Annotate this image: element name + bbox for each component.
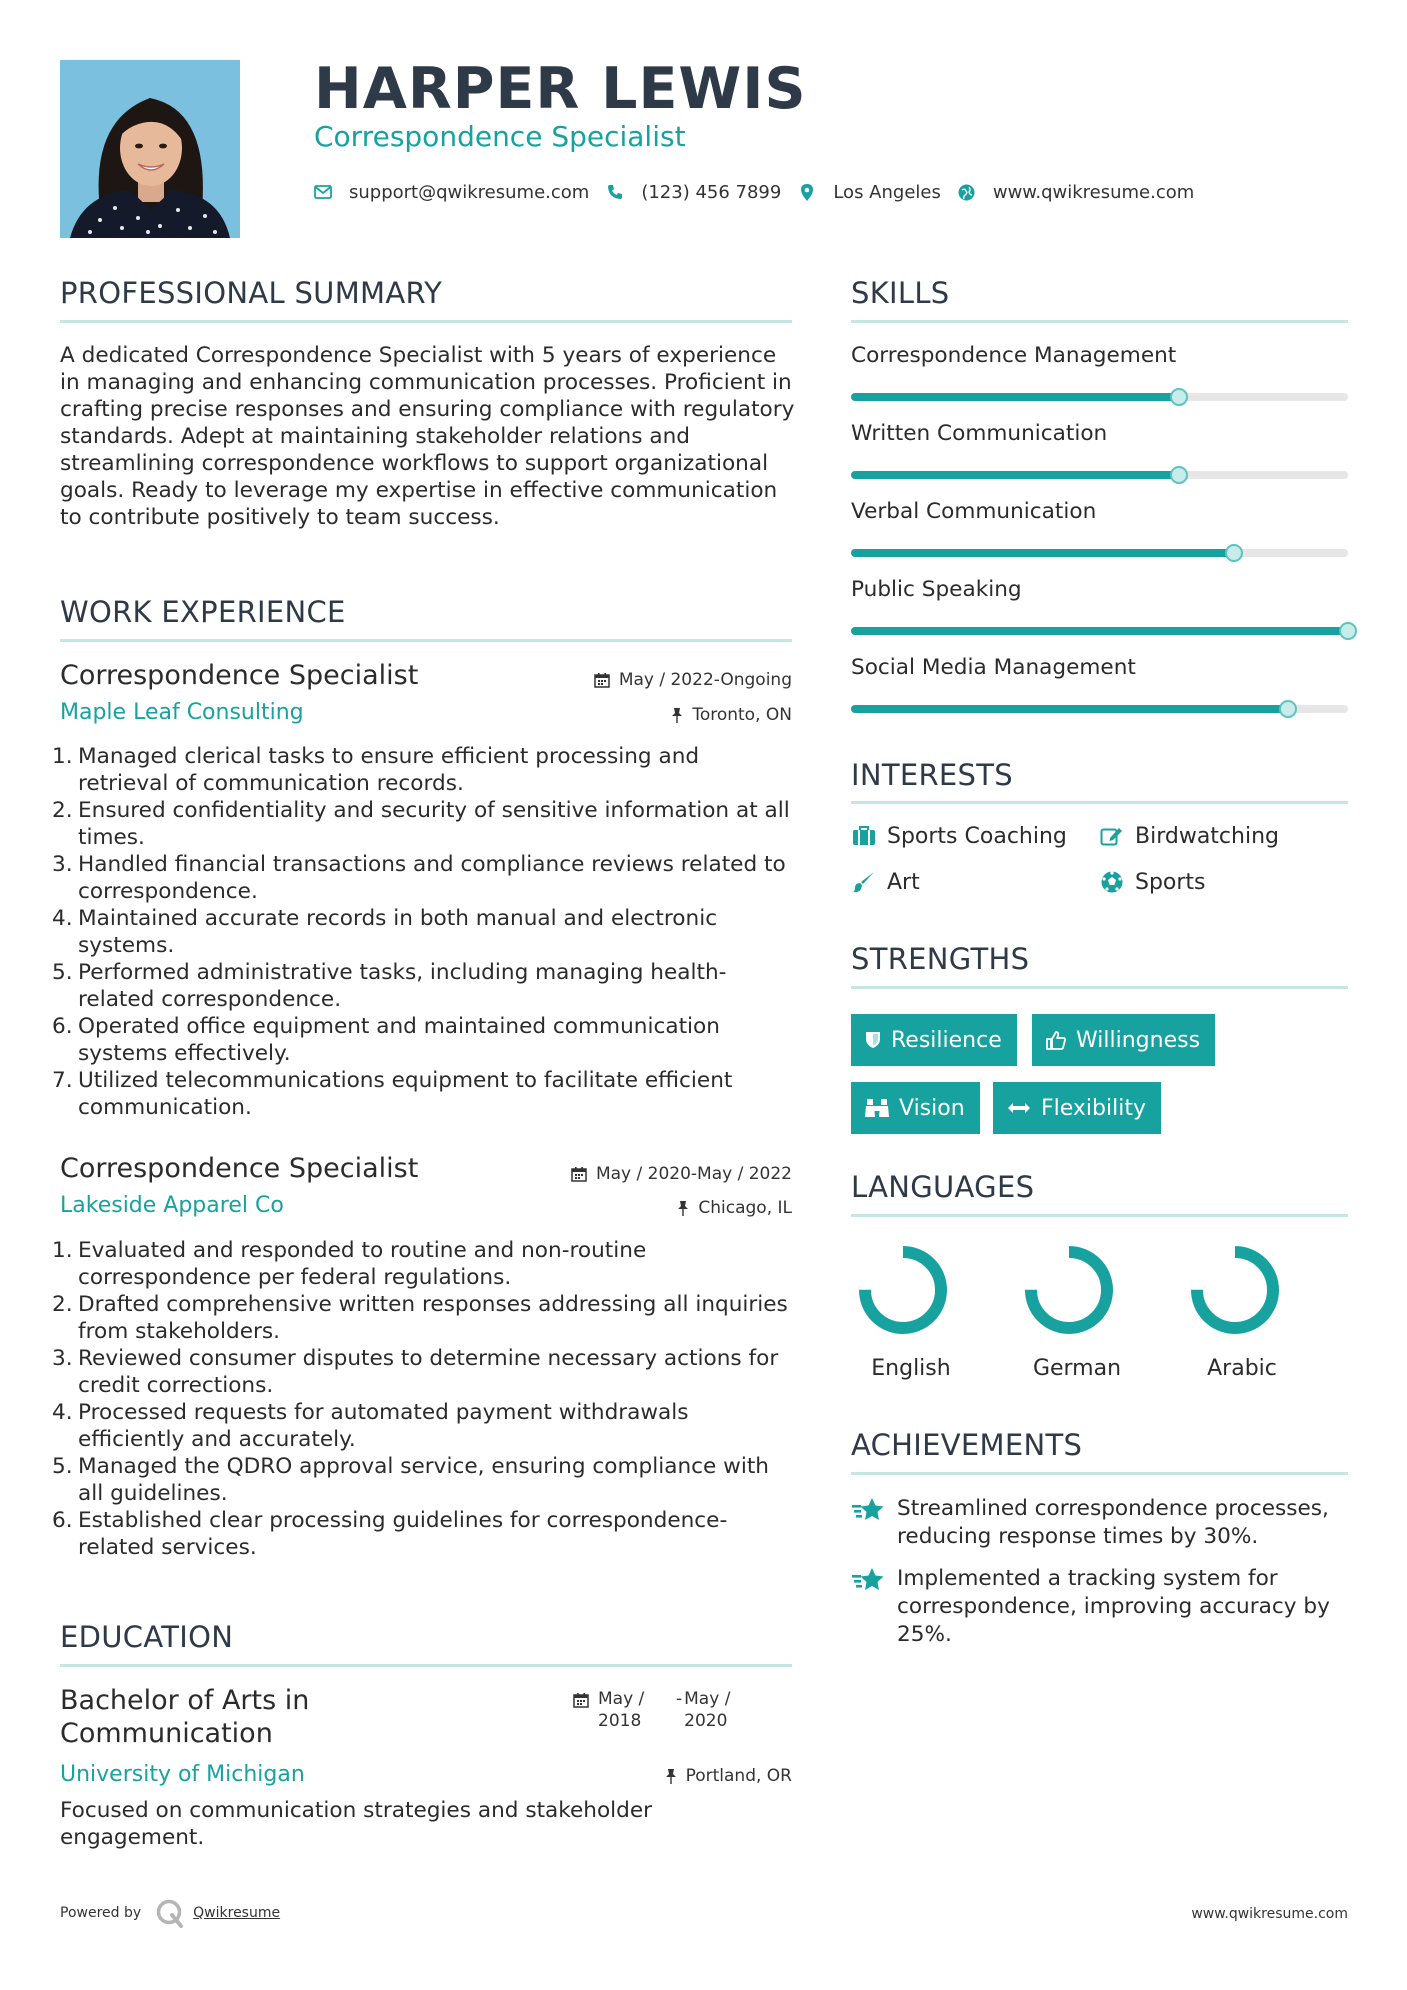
skill-name: Public Speaking <box>851 577 1022 602</box>
job-company: Maple Leaf Consulting <box>60 700 304 725</box>
list-item: 6. Established clear processing guidelines for correspondence-related services. <box>52 1508 728 1560</box>
job-location <box>677 1198 792 1218</box>
skill-bar-knob <box>1225 544 1243 562</box>
strength-tag <box>1032 1014 1215 1066</box>
interest-item <box>1099 823 1279 849</box>
arrows-horizontal-icon <box>1007 1101 1031 1115</box>
strength-tag <box>993 1082 1161 1134</box>
languages-divider <box>851 1214 1348 1217</box>
powered-by <box>60 1898 280 1928</box>
footer-website-link[interactable]: www.qwikresume.com <box>1191 1906 1348 1922</box>
contact-location-text: Los Angeles <box>833 181 941 203</box>
interests-divider <box>851 801 1348 804</box>
skill-bar-fill <box>851 549 1234 557</box>
interest-item <box>851 869 920 895</box>
globe-icon <box>958 183 976 201</box>
strength-tag <box>851 1082 980 1134</box>
experience-divider <box>60 639 792 642</box>
summary-heading: PROFESSIONAL SUMMARY <box>60 276 443 310</box>
skill-bar-knob <box>1339 622 1357 640</box>
job-location <box>671 705 792 725</box>
date-separator: - <box>676 1689 683 1709</box>
education-location <box>665 1766 792 1786</box>
powered-by-label: Powered by <box>60 1905 142 1921</box>
job-date <box>571 1164 792 1184</box>
list-item: 1. Managed clerical tasks to ensure efficient processing and retrieval of communication records. <box>52 744 700 796</box>
thumbs-up-icon <box>1046 1030 1066 1050</box>
list-item: 7. Utilized telecommunications equipment to facilitate efficient communication. <box>52 1068 733 1120</box>
language-gauge <box>1009 1240 1129 1340</box>
language-progress-ring <box>1019 1240 1119 1340</box>
calendar-icon <box>594 672 610 688</box>
interest-label: Sports <box>1135 869 1206 895</box>
pushpin-icon <box>671 707 683 723</box>
star-speed-icon <box>851 1495 885 1551</box>
job-duties-list <box>50 1237 795 1561</box>
education-start: May / 2018 <box>598 1689 645 1731</box>
interest-label: Art <box>887 869 920 895</box>
list-item: 2. Ensured confidentiality and security of sensitive information at all times. <box>52 798 790 850</box>
list-item: 3. Reviewed consumer disputes to determine necessary actions for credit corrections. <box>52 1346 779 1398</box>
interest-label: Birdwatching <box>1135 823 1279 849</box>
interest-item <box>851 823 1067 849</box>
skill-name: Social Media Management <box>851 655 1136 680</box>
list-item: 4. Processed requests for automated payment withdrawals efficiently and accurately. <box>52 1400 689 1452</box>
skill-bar-knob <box>1170 388 1188 406</box>
education-description: Focused on communication strategies and stakeholder engagement. <box>60 1798 653 1850</box>
education-location-text: Portland, OR <box>685 1766 792 1786</box>
language-progress-ring <box>1185 1240 1285 1340</box>
list-item: 5. Managed the QDRO approval service, ensuring compliance with all guidelines. <box>52 1454 769 1506</box>
achievement-item <box>851 1565 1361 1649</box>
job-duties-list <box>50 743 795 1121</box>
strength-tag <box>851 1014 1017 1066</box>
job-date-text: May / 2020-May / 2022 <box>595 1164 792 1184</box>
soccer-ball-icon <box>1099 869 1125 895</box>
education-divider <box>60 1664 792 1667</box>
contact-email-text: support@qwikresume.com <box>349 181 590 203</box>
skill-bar <box>851 393 1348 401</box>
contact-email[interactable] <box>314 182 589 203</box>
list-item: 2. Drafted comprehensive written responses addressing all inquiries from stakeholders. <box>52 1292 788 1344</box>
achievement-text: Implemented a tracking system for correspondence, improving accuracy by 25%. <box>897 1566 1330 1647</box>
achievement-text: Streamlined correspondence processes, reducing response times by 30%. <box>897 1496 1329 1549</box>
job-company: Lakeside Apparel Co <box>60 1193 284 1218</box>
strengths-divider <box>851 986 1348 989</box>
profile-photo <box>60 60 240 238</box>
skill-bar-fill <box>851 627 1348 635</box>
job-date <box>594 670 792 690</box>
contact-phone[interactable] <box>606 182 781 203</box>
languages-heading: LANGUAGES <box>851 1170 1035 1204</box>
interests-heading: INTERESTS <box>851 758 1013 792</box>
skill-bar <box>851 549 1348 557</box>
interest-item <box>1099 869 1206 895</box>
skill-bar-fill <box>851 705 1288 713</box>
skill-name: Verbal Communication <box>851 499 1097 524</box>
list-item: 6. Operated office equipment and maintained communication systems effectively. <box>52 1014 720 1066</box>
language-name: Arabic <box>1207 1356 1277 1381</box>
calendar-icon <box>571 1166 587 1182</box>
achievement-item <box>851 1495 1361 1551</box>
edit-icon <box>1099 823 1125 849</box>
language-gauge <box>1175 1240 1295 1340</box>
language-name: English <box>871 1356 951 1381</box>
phone-icon <box>606 183 624 201</box>
list-item: 4. Maintained accurate records in both manual and electronic systems. <box>52 906 718 958</box>
skill-bar <box>851 705 1348 713</box>
list-item: 5. Performed administrative tasks, including managing health-related correspondence. <box>52 960 727 1012</box>
strengths-heading: STRENGTHS <box>851 942 1030 976</box>
shield-icon <box>865 1031 881 1049</box>
binoculars-icon <box>865 1098 889 1118</box>
skill-bar-knob <box>1170 466 1188 484</box>
language-level-arc <box>865 1252 941 1328</box>
contact-website-text: www.qwikresume.com <box>992 181 1195 203</box>
skill-name: Correspondence Management <box>851 343 1177 368</box>
language-level-arc <box>1197 1252 1273 1328</box>
job-location-text: Toronto, ON <box>692 705 792 725</box>
achievements-heading: ACHIEVEMENTS <box>851 1428 1083 1462</box>
pushpin-icon <box>677 1200 689 1216</box>
calendar-icon <box>573 1688 589 1732</box>
skills-divider <box>851 320 1348 323</box>
education-dates <box>573 1688 744 1732</box>
job-date-text: May / 2022-Ongoing <box>618 670 792 690</box>
envelope-icon <box>314 183 332 201</box>
interest-label: Sports Coaching <box>887 823 1067 849</box>
skill-bar <box>851 471 1348 479</box>
map-marker-icon <box>798 183 816 201</box>
paintbrush-icon <box>851 869 877 895</box>
school-name: University of Michigan <box>60 1762 305 1787</box>
degree-title: Bachelor of Arts in Communication <box>60 1685 310 1749</box>
summary-divider <box>60 320 792 323</box>
summary-text: A dedicated Correspondence Specialist with 5 years of experience in managing and enhancing communication processes. Proficient in crafting precise responses and ensuring compliance with regulatory standards. Adept at maintaining stakeholder relations and streamlining correspondence workflows to support organizational goals. Ready to leverage my expertise in effective communication to contribute positively to team success. <box>60 343 795 530</box>
contact-bar <box>314 178 1211 206</box>
pushpin-icon <box>665 1768 677 1784</box>
briefcase-icon <box>851 823 877 849</box>
contact-phone-text: (123) 456 7899 <box>641 181 782 203</box>
footer-brand-link[interactable]: Qwikresume <box>193 1905 281 1921</box>
strength-label: Willingness <box>1076 1027 1201 1053</box>
strength-label: Flexibility <box>1041 1095 1146 1121</box>
achievements-divider <box>851 1472 1348 1475</box>
star-speed-icon <box>851 1565 885 1649</box>
language-progress-ring <box>853 1240 953 1340</box>
experience-heading: WORK EXPERIENCE <box>60 595 346 629</box>
education-end: May / 2020 <box>684 1689 731 1731</box>
candidate-role: Correspondence Specialist <box>314 120 686 153</box>
language-level-arc <box>1031 1252 1107 1328</box>
skill-bar <box>851 627 1348 635</box>
skill-bar-fill <box>851 393 1179 401</box>
contact-website[interactable] <box>958 182 1194 203</box>
education-heading: EDUCATION <box>60 1620 234 1654</box>
language-name: German <box>1032 1356 1122 1381</box>
skills-heading: SKILLS <box>851 276 950 310</box>
skill-bar-fill <box>851 471 1179 479</box>
strength-label: Resilience <box>891 1027 1002 1053</box>
list-item: 1. Evaluated and responded to routine and non-routine correspondence per federal regulations. <box>52 1238 647 1290</box>
contact-location <box>798 182 941 203</box>
job-location-text: Chicago, IL <box>698 1198 792 1218</box>
job-title: Correspondence Specialist <box>60 660 419 691</box>
language-gauge <box>843 1240 963 1340</box>
skill-name: Written Communication <box>851 421 1108 446</box>
candidate-name: HARPER LEWIS <box>314 56 807 122</box>
job-title: Correspondence Specialist <box>60 1153 419 1184</box>
strength-label: Vision <box>899 1095 965 1121</box>
list-item: 3. Handled financial transactions and compliance reviews related to correspondence. <box>52 852 786 904</box>
skill-bar-knob <box>1279 700 1297 718</box>
qwikresume-logo-icon <box>155 1898 185 1928</box>
